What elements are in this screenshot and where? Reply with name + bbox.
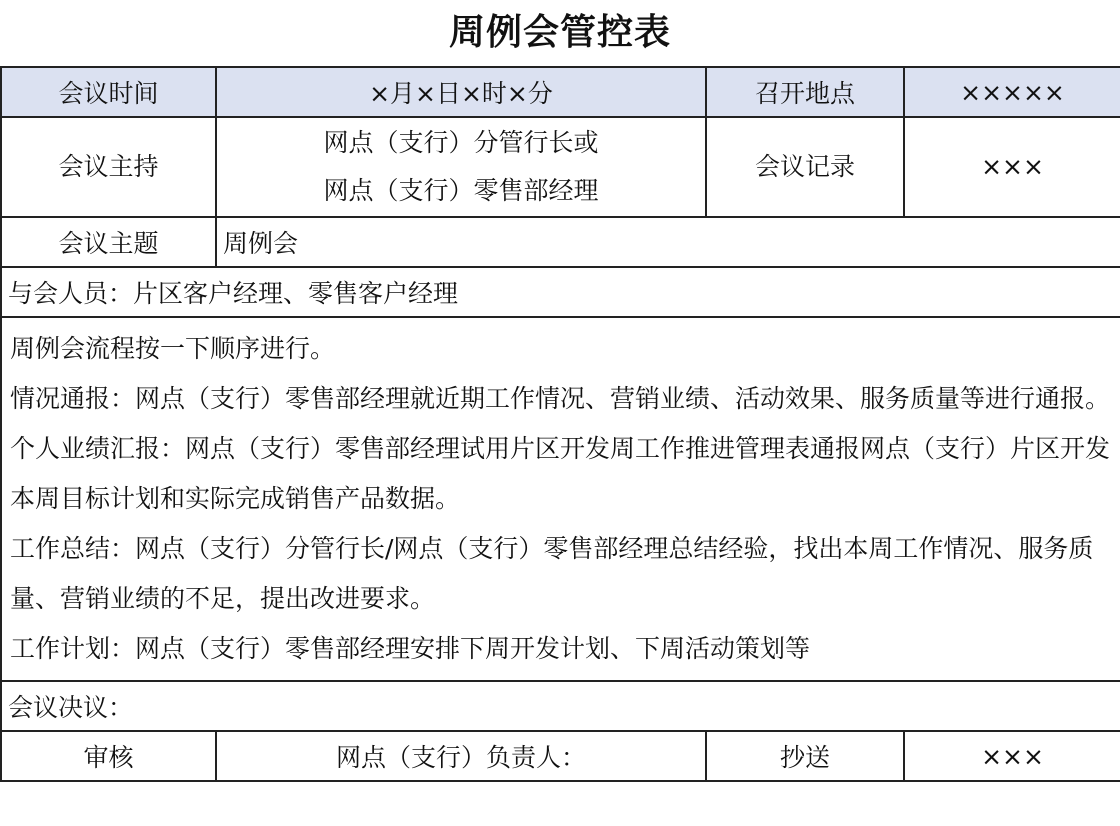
- process-line: 工作总结：网点（支行）分管行长/网点（支行）零售部经理总结经验，找出本周工作情况、服务质量、营销业绩的不足，提出改进要求。: [10, 534, 1094, 613]
- table-row: [1, 267, 1120, 317]
- review-label: 审核: [1, 731, 216, 781]
- place-value: ×××××: [904, 67, 1120, 117]
- process-line: 个人业绩汇报：网点（支行）零售部经理试用片区开发周工作推进管理表通报网点（支行）片区开发本周目标计划和实际完成销售产品数据。: [10, 434, 1111, 513]
- topic-value: 周例会: [216, 217, 1120, 267]
- topic-label: 会议主题: [1, 217, 216, 267]
- table-row: [1, 217, 1120, 267]
- resolution: 会议决议：: [1, 681, 1120, 731]
- responsible-label: 网点（支行）负责人：: [216, 731, 706, 781]
- table-row: [1, 67, 1120, 117]
- attendees: 与会人员：片区客户经理、零售客户经理: [1, 267, 1120, 317]
- record-value: ×××: [904, 117, 1120, 217]
- meeting-control-table: [0, 66, 1120, 782]
- process-line: 情况通报：网点（支行）零售部经理就近期工作情况、营销业绩、活动效果、服务质量等进行通报。: [10, 384, 1111, 413]
- host-line: 网点（支行）分管行长或: [323, 128, 599, 157]
- page-title: 周例会管控表: [448, 12, 671, 53]
- place-label: 召开地点: [706, 67, 904, 117]
- host-value: [216, 117, 706, 217]
- cc-value: ×××: [904, 731, 1120, 781]
- record-label: 会议记录: [706, 117, 904, 217]
- time-value: ×月×日×时×分: [216, 67, 706, 117]
- process-line: 工作计划：网点（支行）零售部经理安排下周开发计划、下周活动策划等: [10, 634, 811, 663]
- cc-label: 抄送: [706, 731, 904, 781]
- host-label: 会议主持: [1, 117, 216, 217]
- time-label: 会议时间: [1, 67, 216, 117]
- process-line: 周例会流程按一下顺序进行。: [10, 334, 336, 363]
- table-row: [1, 731, 1120, 781]
- host-line: 网点（支行）零售部经理: [323, 176, 599, 205]
- table-row: [1, 317, 1120, 681]
- process-cell: [1, 317, 1120, 681]
- table-row: [1, 681, 1120, 731]
- table-row: [1, 117, 1120, 217]
